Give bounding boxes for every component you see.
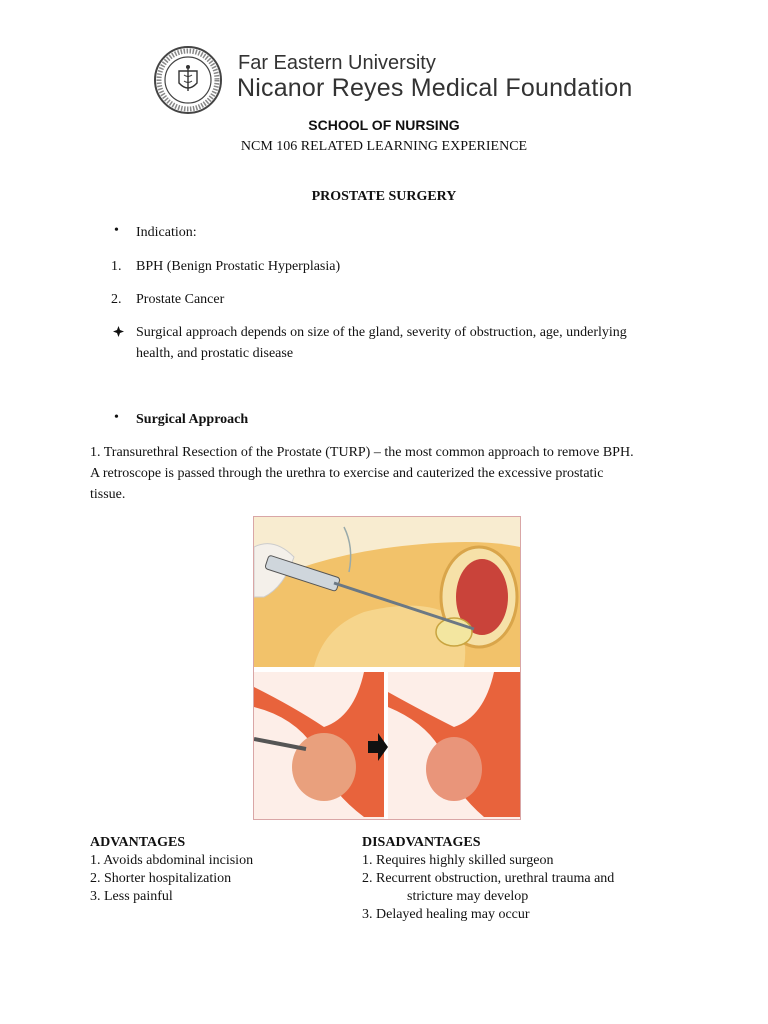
advantages-list — [90, 852, 253, 906]
diamond-bullet-icon — [113, 326, 124, 337]
list-item: 1. Avoids abdominal incision — [90, 853, 254, 868]
university-seal-logo — [153, 45, 223, 115]
list-item-continuation: stricture may develop — [407, 889, 529, 904]
turp-paragraph — [90, 442, 710, 505]
list-item: 1. Requires highly skilled surgeon — [362, 853, 554, 868]
indication-item-bph: BPH (Benign Prostatic Hyperplasia) — [136, 259, 341, 274]
list-number: 2. — [111, 292, 122, 307]
disadvantages-heading: DISADVANTAGES — [362, 835, 481, 850]
approach-note-line: health, and prostatic disease — [136, 346, 294, 361]
turp-diagram-svg — [254, 517, 520, 819]
approach-note-line: Surgical approach depends on size of the gland, severity of obstruction, age, underlying — [136, 325, 627, 340]
paragraph-line: A retroscope is passed through the urethra to exercise and cauterized the excessive prostatic — [90, 466, 604, 481]
paragraph-line: tissue. — [90, 487, 126, 502]
indication-label: Indication: — [136, 225, 197, 240]
list-item: 2. Shorter hospitalization — [90, 871, 232, 886]
bullet-icon: • — [114, 223, 119, 238]
list-item: 2. Recurrent obstruction, urethral trauma and — [362, 871, 615, 886]
list-item: 3. Delayed healing may occur — [362, 907, 530, 922]
surgical-approach-heading: Surgical Approach — [136, 412, 249, 427]
advantages-heading: ADVANTAGES — [90, 835, 186, 850]
school-name: SCHOOL OF NURSING — [308, 117, 460, 133]
enlarged-prostate — [292, 733, 356, 801]
approach-note — [136, 322, 696, 364]
list-number: 1. — [111, 259, 122, 274]
turp-illustration — [253, 516, 521, 820]
resected-prostate — [426, 737, 482, 801]
bullet-icon: • — [114, 410, 119, 425]
list-item: 3. Less painful — [90, 889, 173, 904]
indication-item-cancer: Prostate Cancer — [136, 292, 225, 307]
university-name: Far Eastern University — [238, 52, 436, 74]
course-title: NCM 106 RELATED LEARNING EXPERIENCE — [240, 139, 528, 154]
disadvantages-list — [362, 852, 614, 924]
foundation-name: Nicanor Reyes Medical Foundation — [237, 74, 633, 102]
paragraph-line: 1. Transurethral Resection of the Prostate (TURP) – the most common approach to remove BPH. — [90, 445, 634, 460]
page-title: PROSTATE SURGERY — [311, 189, 457, 204]
